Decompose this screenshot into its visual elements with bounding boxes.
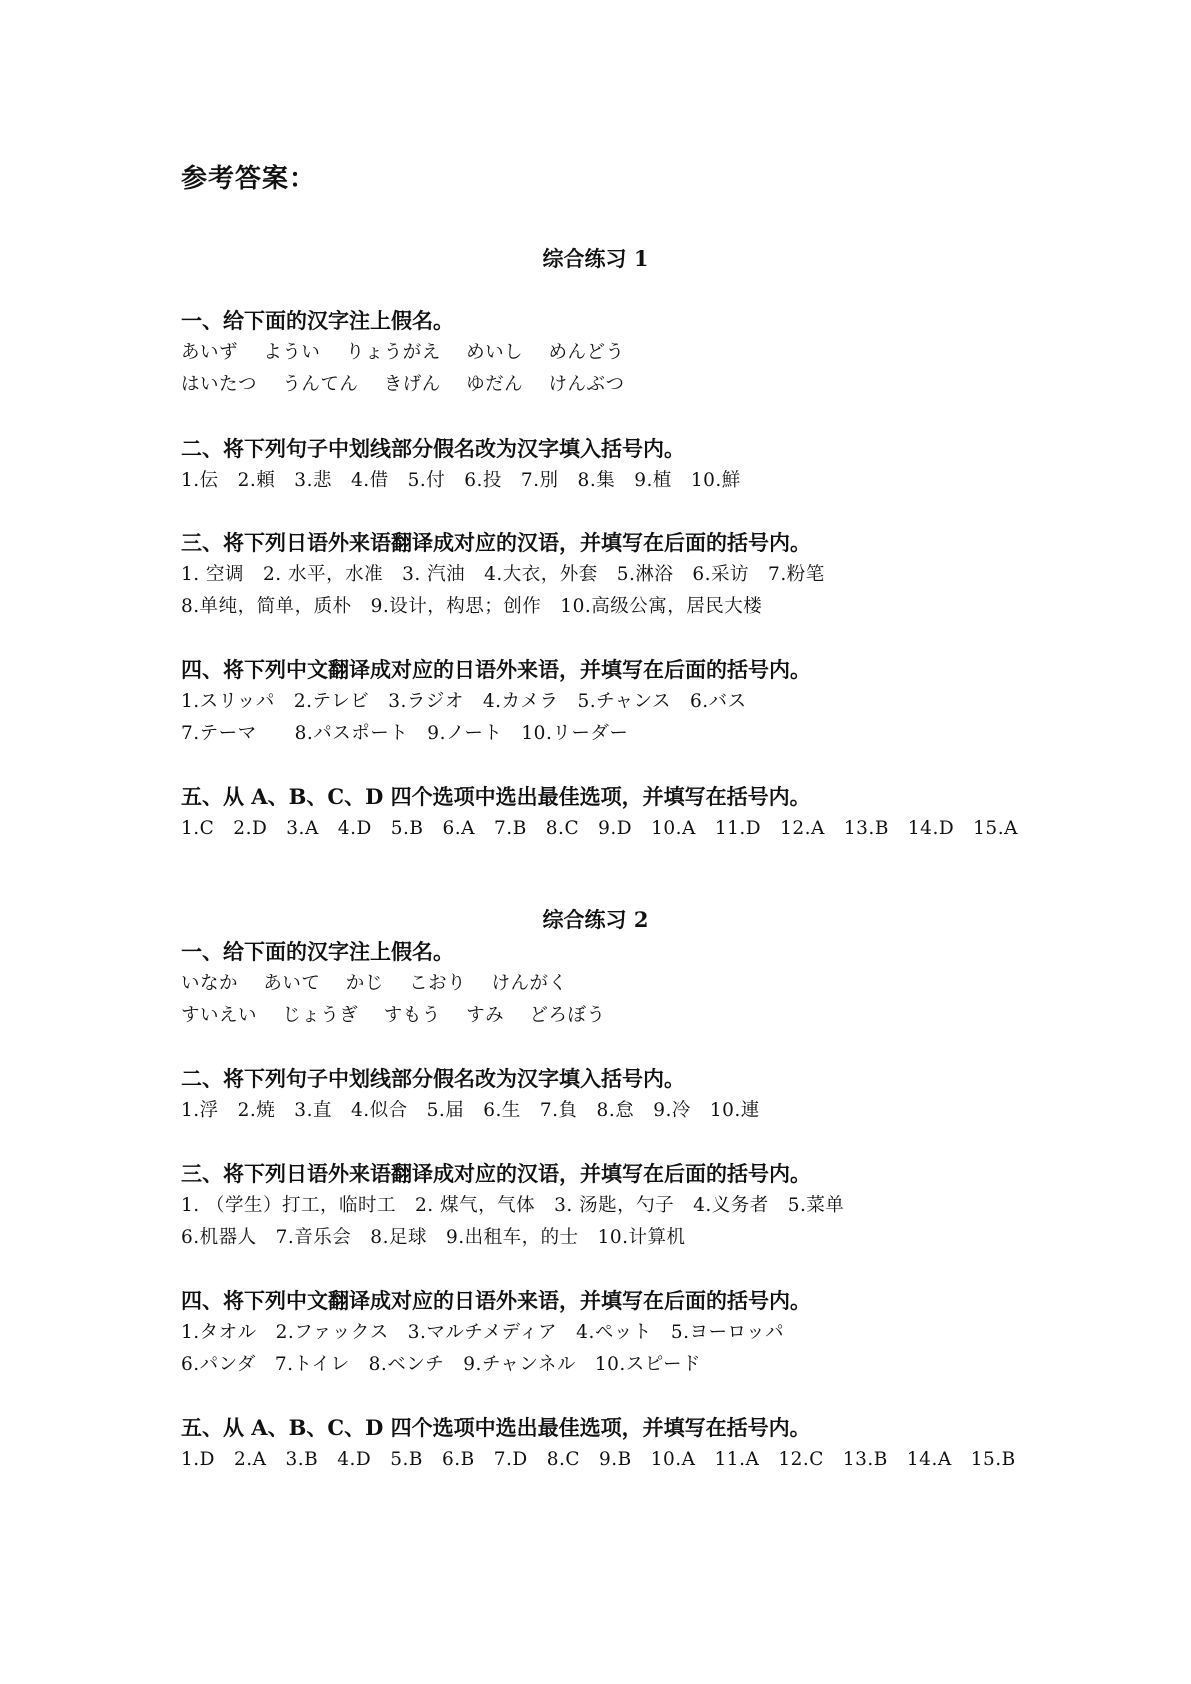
ex1-q3-answers-line1: 1. 空调 2. 水平，水准 3. 汽油 4.大衣，外套 5.淋浴 6.采访 7.粉笔 xyxy=(181,564,825,585)
ex2-q2-heading: 二、将下列句子中划线部分假名改为汉字填入括号内。 xyxy=(181,1066,685,1091)
ex1-q4-answers-line1: 1.スリッパ 2.テレビ 3.ラジオ 4.カメラ 5.チャンス 6.バス xyxy=(181,691,747,712)
ex2-q5-heading: 五、从 A、B、C、D 四个选项中选出最佳选项，并填写在括号内。 xyxy=(181,1415,811,1440)
ex1-q3-heading: 三、将下列日语外来语翻译成对应的汉语，并填写在后面的括号内。 xyxy=(181,530,811,555)
exercise-1-title: 综合练习 1 xyxy=(542,246,649,271)
ex2-q4-answers-line2: 6.パンダ 7.トイレ 8.ベンチ 9.チャンネル 10.スピード xyxy=(181,1354,702,1375)
ex2-q5-answers-line1: 1.D 2.A 3.B 4.D 5.B 6.B 7.D 8.C 9.B 10.A 11.A 12.C 13.B 14.A 15.B xyxy=(181,1449,1016,1470)
document-title: 参考答案： xyxy=(181,164,317,194)
ex1-q5-heading: 五、从 A、B、C、D 四个选项中选出最佳选项，并填写在括号内。 xyxy=(181,784,811,809)
ex2-q3-answers-line1: 1. （学生）打工，临时工 2. 煤气，气体 3. 汤匙，勺子 4.义务者 5.菜单 xyxy=(181,1195,845,1216)
ex1-q1-answers-line1: あいず ようい りょうがえ めいし めんどう xyxy=(181,342,625,363)
ex1-q1-heading: 一、给下面的汉字注上假名。 xyxy=(181,308,454,333)
exercise-2-title: 综合练习 2 xyxy=(542,907,649,932)
ex2-q1-answers-line2: すいえい じょうぎ すもう すみ どろぼう xyxy=(181,1005,606,1026)
ex2-q1-heading: 一、给下面的汉字注上假名。 xyxy=(181,939,454,964)
ex2-q1-answers-line1: いなか あいて かじ こおり けんがく xyxy=(181,973,568,994)
ex1-q4-answers-line2: 7.テーマ 8.パスポート 9.ノート 10.リーダー xyxy=(181,723,629,744)
ex1-q1-answers-line2: はいたつ うんてん きげん ゆだん けんぶつ xyxy=(181,374,625,395)
ex2-q4-answers-line1: 1.タオル 2.ファックス 3.マルチメディア 4.ペット 5.ヨーロッパ xyxy=(181,1322,785,1343)
ex1-q3-answers-line2: 8.单纯，简单，质朴 9.设计，构思；创作 10.高级公寓，居民大楼 xyxy=(181,596,763,617)
ex2-q3-heading: 三、将下列日语外来语翻译成对应的汉语，并填写在后面的括号内。 xyxy=(181,1161,811,1186)
ex2-q4-heading: 四、将下列中文翻译成对应的日语外来语，并填写在后面的括号内。 xyxy=(181,1288,811,1313)
ex1-q5-answers-line1: 1.C 2.D 3.A 4.D 5.B 6.A 7.B 8.C 9.D 10.A 11.D 12.A 13.B 14.D 15.A xyxy=(181,818,1018,839)
ex1-q2-heading: 二、将下列句子中划线部分假名改为汉字填入括号内。 xyxy=(181,436,685,461)
ex2-q3-answers-line2: 6.机器人 7.音乐会 8.足球 9.出租车，的士 10.计算机 xyxy=(181,1227,686,1248)
ex1-q4-heading: 四、将下列中文翻译成对应的日语外来语，并填写在后面的括号内。 xyxy=(181,657,811,682)
ex1-q2-answers-line1: 1.伝 2.頼 3.悲 4.借 5.付 6.投 7.別 8.集 9.植 10.鮮 xyxy=(181,470,741,491)
ex2-q2-answers-line1: 1.浮 2.焼 3.直 4.似合 5.届 6.生 7.負 8.怠 9.冷 10.連 xyxy=(181,1100,760,1121)
